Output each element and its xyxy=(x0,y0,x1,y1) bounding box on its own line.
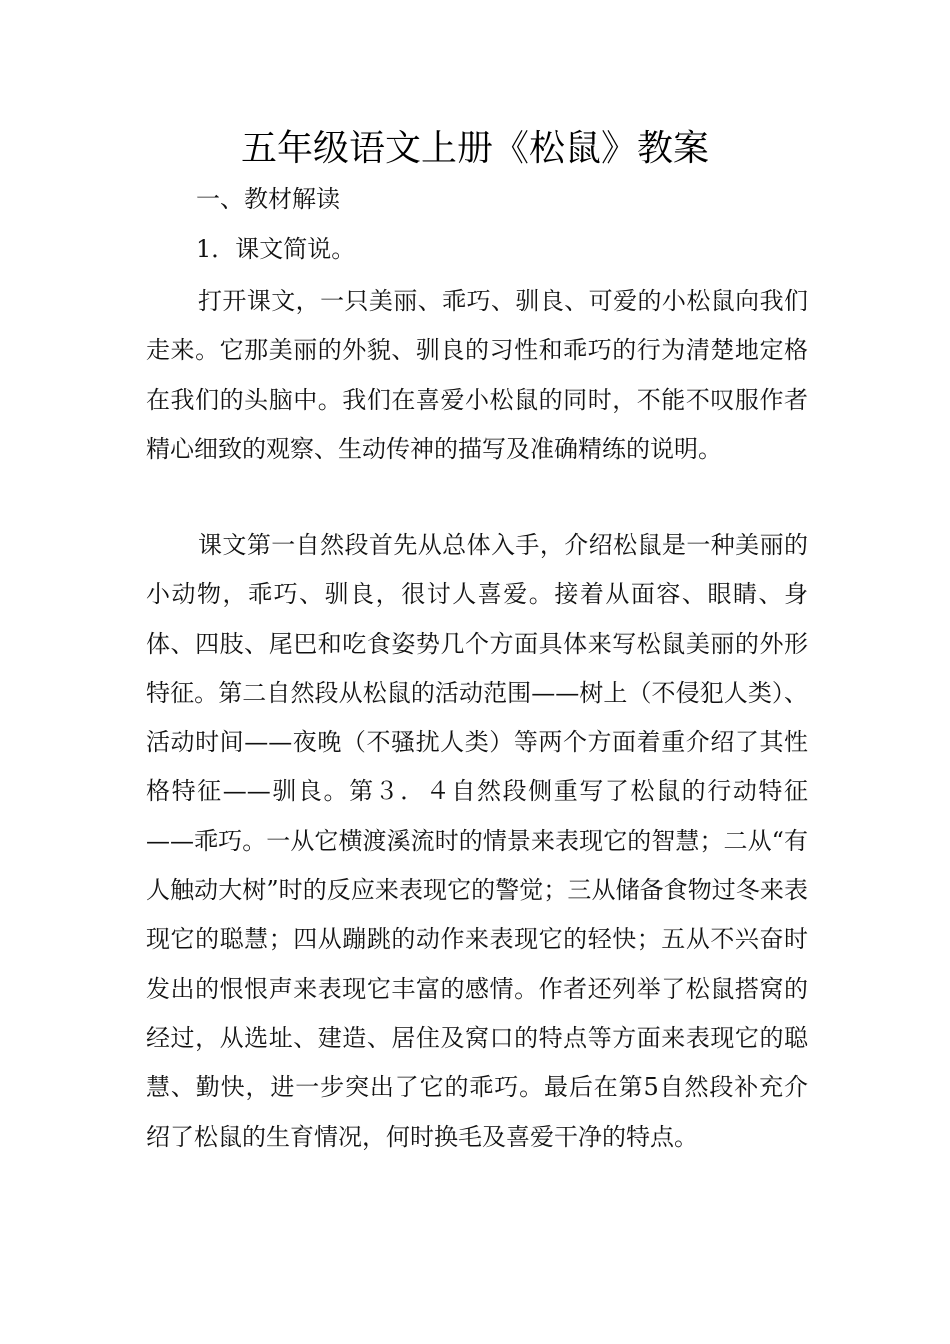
subsection-heading: 1．课文简说。 xyxy=(196,235,356,263)
paragraph-2: 课文第一自然段首先从总体入手，介绍松鼠是一种美丽的小动物，乖巧、驯良，很讨人喜爱。接着从面容、眼睛、身体、四肢、尾巴和吃食姿势几个方面具体来写松鼠美丽的外形特征。第二自然段从松鼠的活动范围——树上（不侵犯人类）、活动时间——夜晚（不骚扰人类）等两个方面着重介绍了其性格特征——驯良。第３．４自然段侧重写了松鼠的行动特征——乖巧。一从它横渡溪流时的情景来表现它的智慧；二从“有人触动大树”时的反应来表现它的警觉；三从储备食物过冬来表现它的聪慧；四从蹦跳的动作来表现它的轻快；五从不兴奋时发出的恨恨声来表现它丰富的感情。作者还列举了松鼠搭窝的经过，从选址、建造、居住及窝口的特点等方面来表现它的聪慧、勤快，进一步突出了它的乖巧。最后在第5自然段补充介绍了松鼠的生育情况，何时换毛及喜爱干净的特点。 xyxy=(146,531,808,1151)
document-title: 五年级语文上册《松鼠》教案 xyxy=(240,128,709,169)
paragraph-1: 打开课文，一只美丽、乖巧、驯良、可爱的小松鼠向我们走来。它那美丽的外貌、驯良的习性和乖巧的行为清楚地定格在我们的头脑中。我们在喜爱小松鼠的同时，不能不叹服作者精心细致的观察、生动传神的描写及准确精练的说明。 xyxy=(146,287,808,463)
section-heading: 一、教材解读 xyxy=(196,185,340,213)
